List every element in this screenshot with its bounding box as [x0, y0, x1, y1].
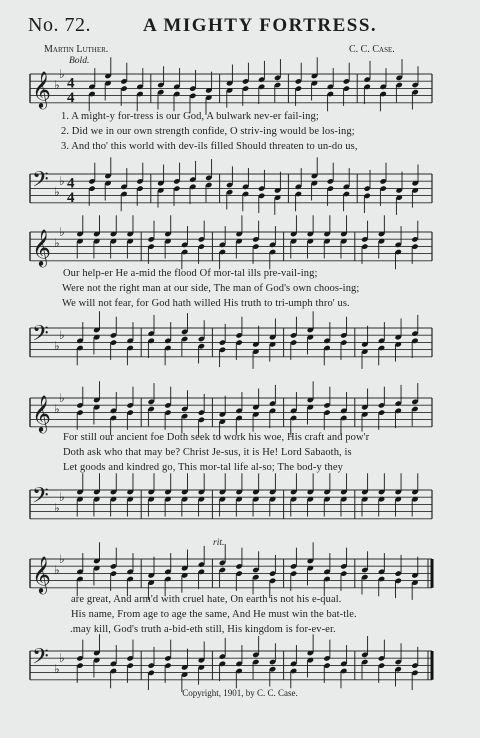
ritardando-marking: rit.	[213, 538, 225, 548]
svg-text:𝄢: 𝄢	[32, 321, 49, 352]
lyricist: Martin Luther.	[44, 44, 109, 55]
lyric-verse-3: We will not fear, for God hath willed His truth to tri-umph thro' us.	[62, 298, 350, 309]
svg-text:♭: ♭	[59, 651, 65, 666]
staff-treble-3	[0, 392, 480, 432]
svg-text:♭: ♭	[54, 501, 60, 515]
svg-text:𝄞: 𝄞	[32, 227, 51, 266]
lyric-verse-1: Our help-er He a-mid the flood Of mor-tal ills pre-vail-ing;	[63, 268, 318, 279]
staff-bass-3	[0, 484, 480, 524]
svg-text:𝄢: 𝄢	[32, 167, 49, 198]
lyric-verse-2: His name, From age to age the same, And He must win the bat-tle.	[71, 609, 357, 620]
hymn-number: No. 72.	[28, 14, 91, 36]
svg-text:♭: ♭	[59, 490, 65, 505]
hymn-header	[28, 14, 458, 38]
staff-treble-1	[0, 68, 480, 108]
svg-text:♭: ♭	[59, 225, 65, 239]
svg-text:♭: ♭	[54, 185, 60, 199]
svg-text:𝄢: 𝄢	[32, 644, 49, 675]
lyric-verse-3: .may kill, God's truth a-bid-eth still, His kingdom is for-ev-er.	[70, 624, 336, 635]
svg-text:𝄢: 𝄢	[32, 483, 49, 514]
hymn-title: A MIGHTY FORTRESS.	[143, 15, 378, 36]
svg-text:𝄞: 𝄞	[32, 554, 51, 593]
svg-text:𝄞: 𝄞	[32, 69, 51, 108]
svg-text:♭: ♭	[59, 391, 65, 405]
svg-text:4: 4	[67, 175, 75, 192]
lyric-verse-3: 3. And tho' this world with dev-ils filled Should threaten to un-do us,	[61, 141, 358, 152]
svg-text:♭: ♭	[59, 67, 65, 81]
staff-treble-2	[0, 226, 480, 266]
lyric-verse-1: are great, And arm'd with cruel hate, On earth is not his e-qual.	[71, 594, 342, 605]
staff-treble-4	[0, 553, 480, 593]
svg-text:♭: ♭	[54, 339, 60, 353]
staff-bass-4	[0, 645, 480, 685]
svg-text:♭: ♭	[59, 328, 65, 343]
svg-text:4: 4	[67, 75, 75, 92]
svg-text:♭: ♭	[59, 552, 65, 566]
lyric-verse-2: Doth ask who that may be? Christ Je-sus, it is He! Lord Sabaoth, is	[63, 447, 352, 458]
svg-text:♭: ♭	[54, 662, 60, 676]
lyric-verse-2: Were not the right man at our side, The man of God's own choos-ing;	[62, 283, 360, 294]
lyric-verse-1: 1. A might-y for-tress is our God, A bulwark nev-er fail-ing;	[61, 111, 319, 122]
staff-bass-1	[0, 168, 480, 208]
svg-text:♭: ♭	[54, 235, 60, 250]
svg-text:♭: ♭	[54, 401, 60, 416]
svg-text:♭: ♭	[54, 77, 60, 92]
lyric-verse-2: 2. Did we in our own strength confide, O striv-ing would be los-ing;	[61, 126, 355, 137]
svg-text:♭: ♭	[54, 562, 60, 577]
lyric-verse-3: Let goods and kindred go, This mor-tal life al-so; The bod-y they	[63, 462, 344, 473]
svg-text:4: 4	[67, 190, 75, 207]
staff-bass-2	[0, 322, 480, 362]
svg-text:♭: ♭	[59, 174, 65, 189]
svg-text:𝄞: 𝄞	[32, 393, 51, 432]
composer: C. C. Case.	[349, 44, 395, 55]
svg-text:4: 4	[67, 90, 75, 107]
tempo-marking: Bold.	[69, 56, 90, 66]
copyright-notice: Copyright, 1901, by C. C. Case.	[182, 688, 298, 698]
lyric-verse-1: For still our ancient foe Doth seek to work his woe, His craft and pow'r	[63, 432, 370, 443]
